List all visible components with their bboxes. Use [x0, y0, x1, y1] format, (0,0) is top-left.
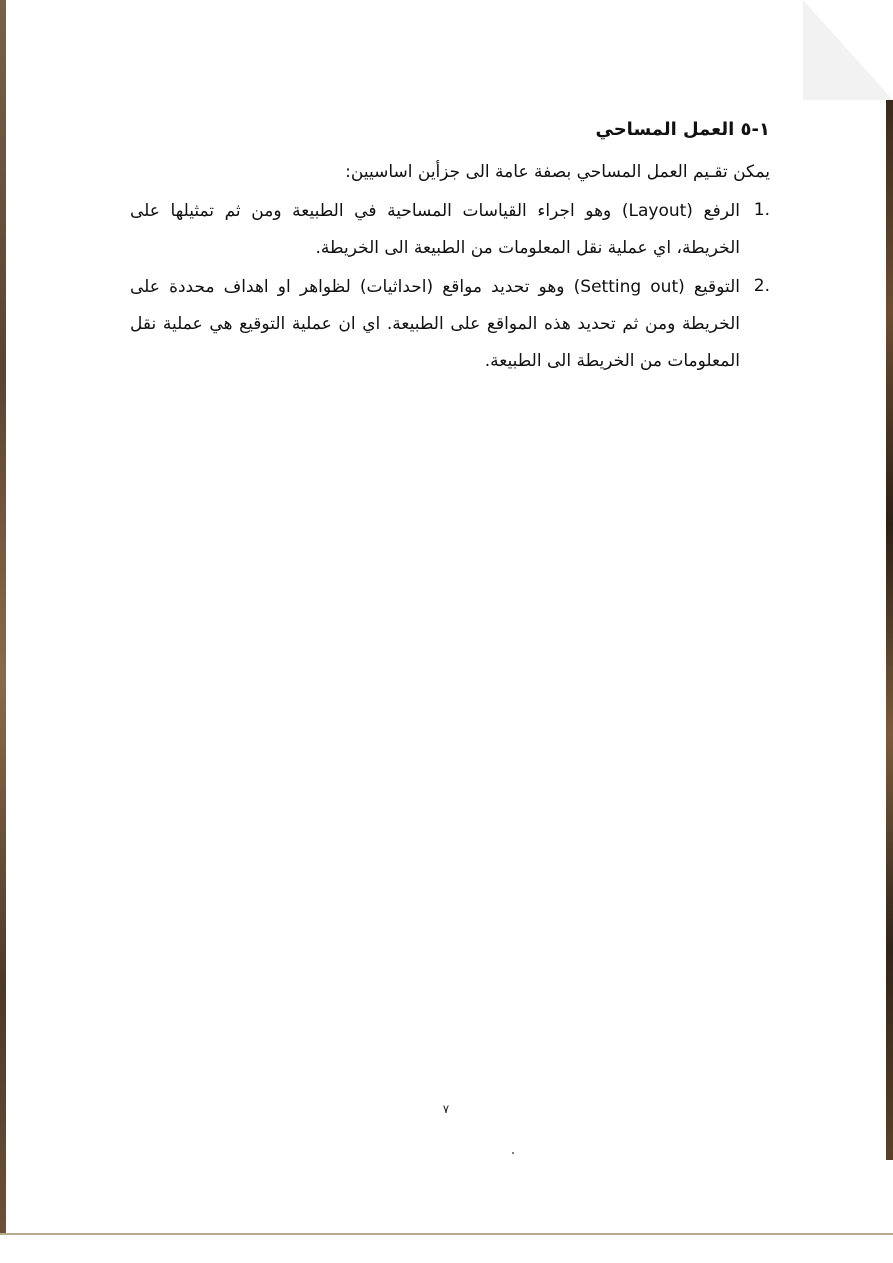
- intro-paragraph: يمكن تقـيم العمل المساحي بصفة عامة الى جزأين اساسيين:: [345, 162, 770, 182]
- list-item-number: 1.: [753, 200, 770, 220]
- list-item-text: التوقيع (Setting out) وهو تحديد مواقع (احداثيات) لظواهر او اهداف محددة على الخريطة ومن ثم تحديد هذه المواقع على الطبيعة. اي ان عملية التوقيع هي عملية نقل المعلومات من الخريطة الى الطبيعة.: [130, 277, 741, 371]
- list-item-number: 2.: [753, 276, 770, 296]
- list-item-text: الرفع (Layout) وهو اجراء القياسات المساحية في الطبيعة ومن ثم تمثيلها على الخريطة، اي عملية نقل المعلومات من الطبيعة الى الخريطة.: [130, 201, 740, 258]
- document-body: [130, 115, 770, 382]
- list-item: [130, 193, 770, 267]
- scan-edge-right: [886, 100, 893, 1160]
- numbered-list: [130, 193, 770, 380]
- section-title: ١-٥ العمل المساحي: [595, 119, 770, 140]
- scan-edge-left: [0, 0, 6, 1235]
- page-number: ٧: [442, 1102, 450, 1116]
- list-item: [130, 269, 770, 380]
- scan-edge-bottom: [0, 1233, 893, 1263]
- page-corner-fold: [803, 0, 893, 100]
- scan-speck: [512, 1152, 514, 1154]
